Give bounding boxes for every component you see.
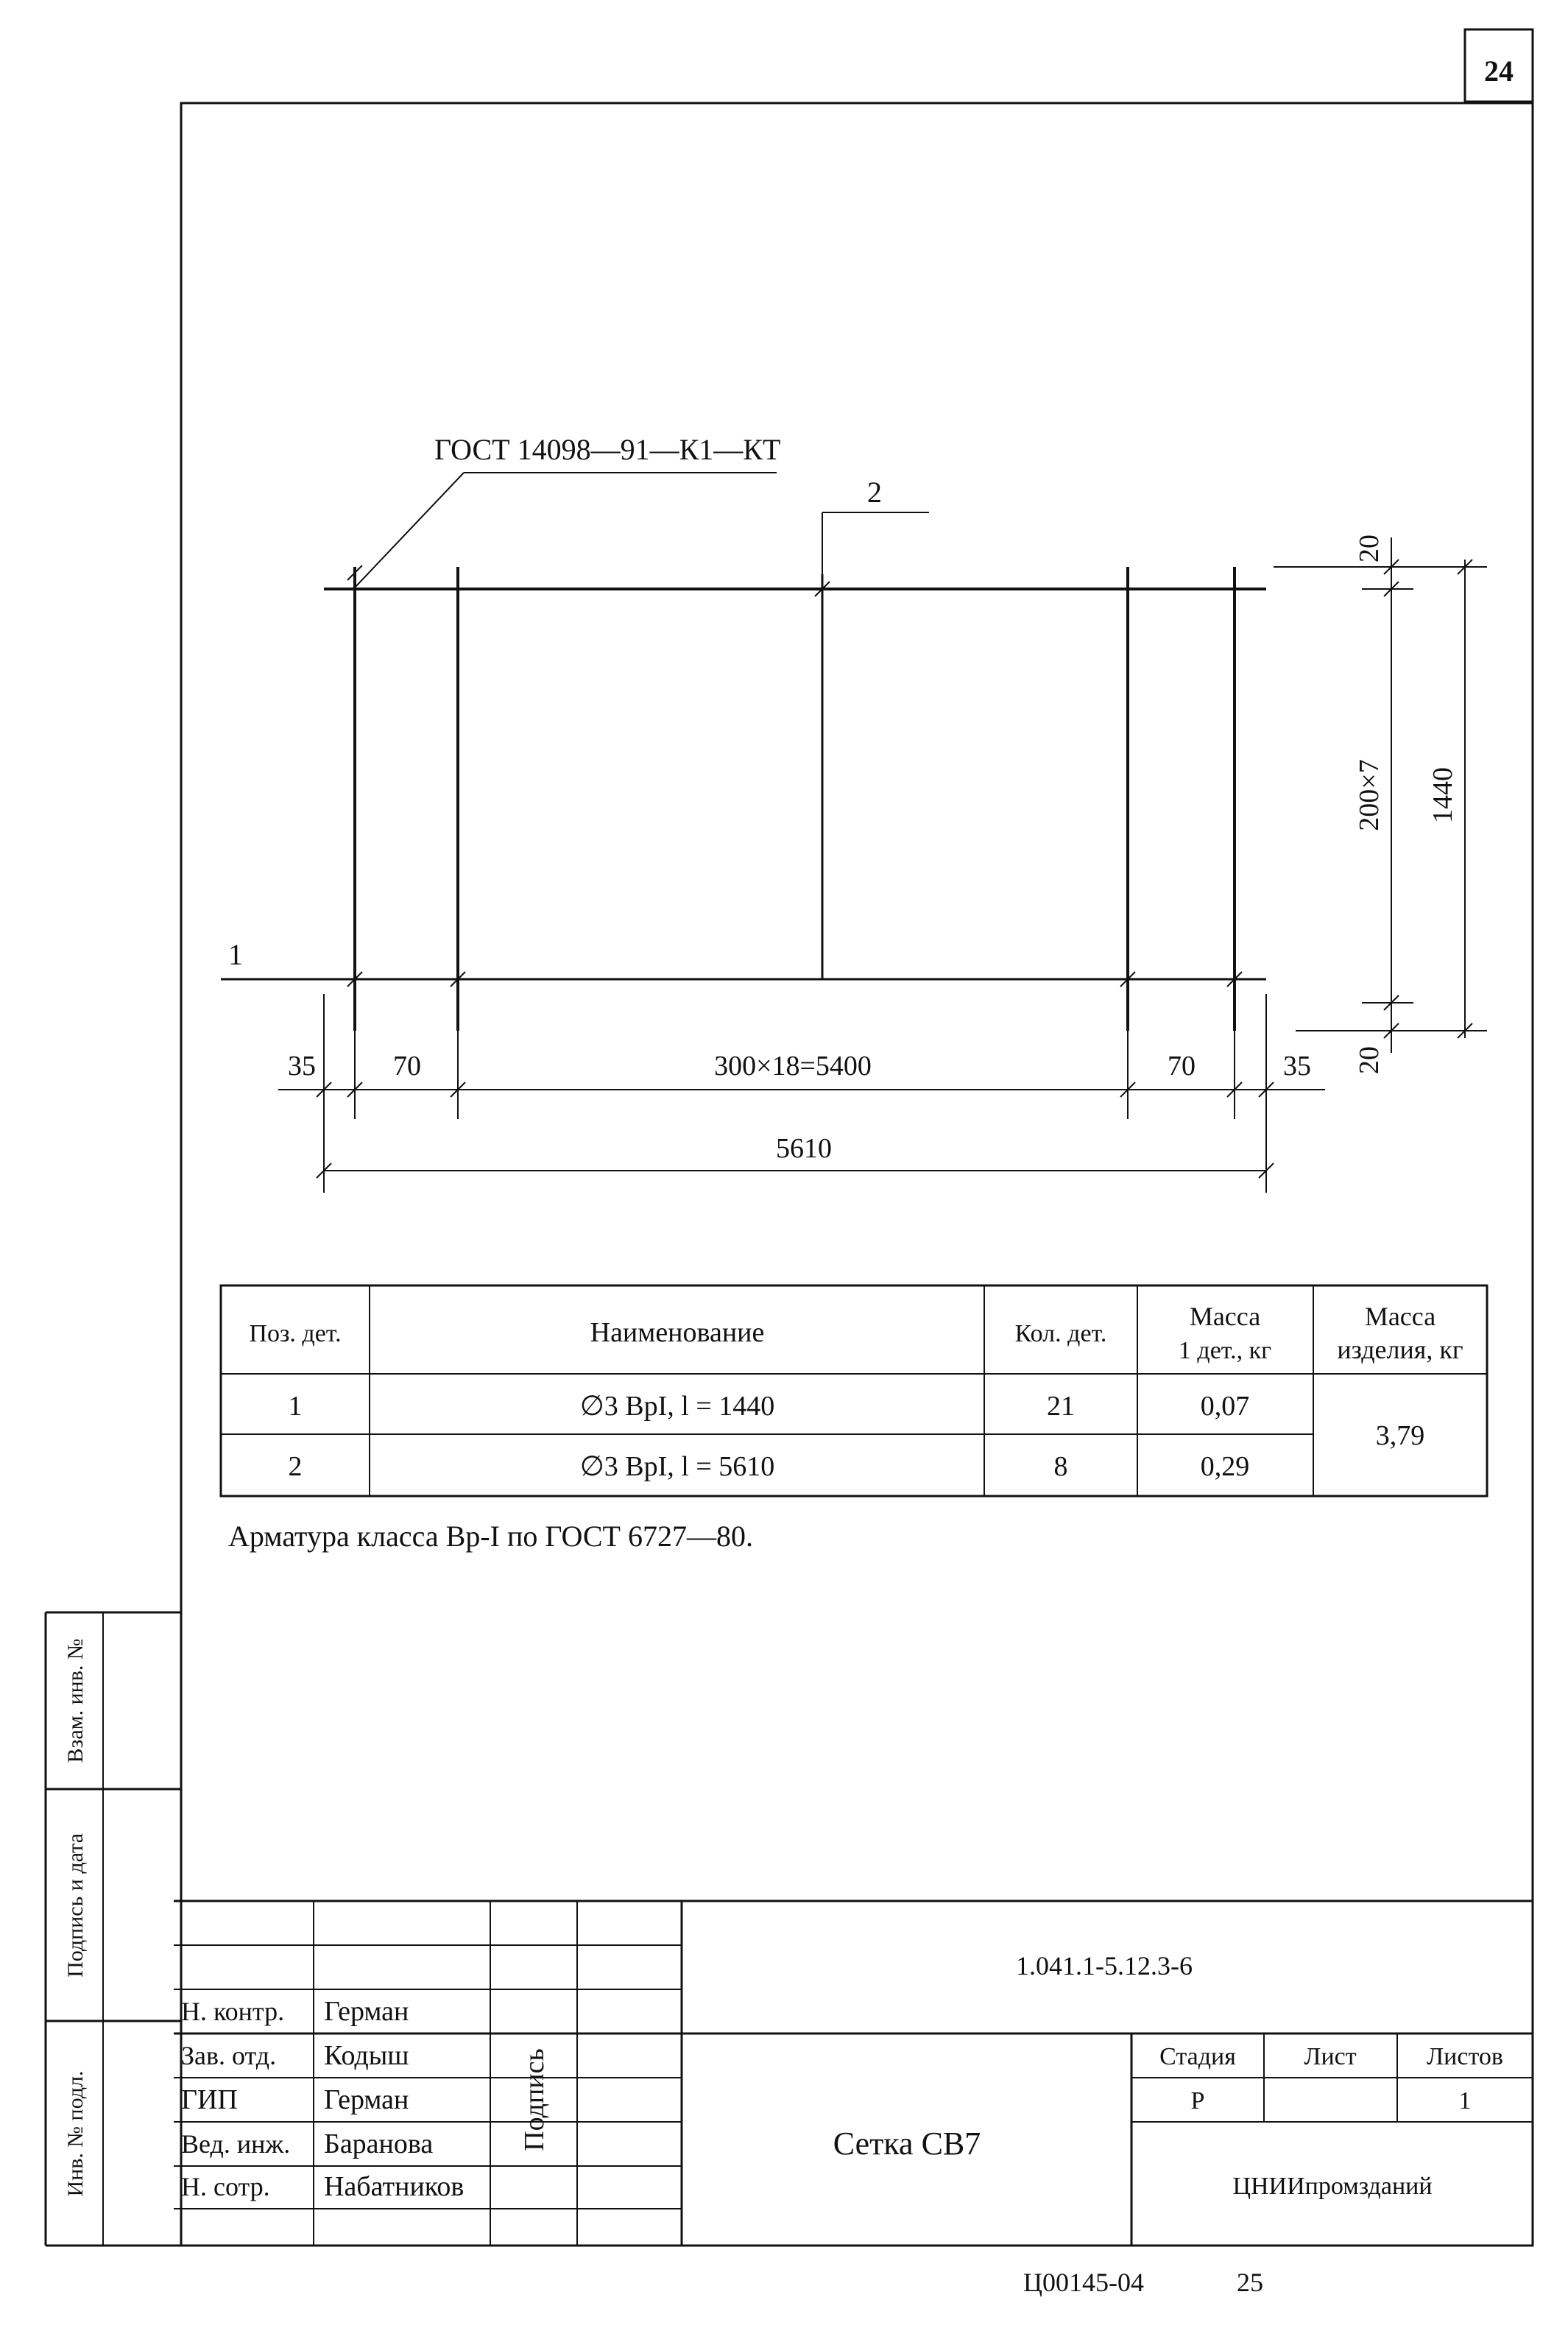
row-1-qty: 21 bbox=[1047, 1391, 1075, 1422]
sheets-label: Листов bbox=[1427, 2043, 1503, 2070]
dim-spacing-vertical: 200×7 bbox=[1354, 759, 1385, 831]
drawing-title: Сетка СВ7 bbox=[833, 2126, 981, 2162]
dim-middle: 300×18=5400 bbox=[714, 1051, 872, 1082]
stage-value: Р bbox=[1190, 2087, 1205, 2114]
margin-label-vzam-inv: Взам. инв. № bbox=[63, 1638, 88, 1763]
role-4: Вед. инж. bbox=[181, 2129, 291, 2159]
role-3: ГИП bbox=[181, 2084, 238, 2115]
row-2-name: ∅3 ВрI, l = 5610 bbox=[579, 1451, 775, 1482]
margin-label-inv-podl: Инв. № подл. bbox=[63, 2070, 88, 2197]
header-pos: Поз. дет. bbox=[249, 1320, 342, 1347]
row-1-mass: 0,07 bbox=[1200, 1391, 1250, 1422]
footer-code: Ц00145-04 bbox=[1023, 2268, 1144, 2297]
total-mass: 3,79 bbox=[1375, 1420, 1425, 1451]
doc-code: 1.041.1-5.12.3-6 bbox=[1016, 1951, 1193, 1980]
role-1: Н. контр. bbox=[181, 1997, 285, 2026]
dim-left-end: 35 bbox=[288, 1051, 316, 1082]
dim-top-edge: 20 bbox=[1354, 535, 1385, 562]
margin-label-podpis-data: Подпись и дата bbox=[63, 1833, 88, 1978]
name-3: Герман bbox=[324, 2084, 409, 2115]
header-qty: Кол. дет. bbox=[1014, 1320, 1107, 1347]
left-margin-strip bbox=[46, 1612, 181, 2246]
name-2: Кодыш bbox=[324, 2040, 409, 2071]
dim-total-length: 5610 bbox=[776, 1133, 832, 1164]
header-mass-total-l1: Масса bbox=[1364, 1302, 1436, 1331]
row-2-qty: 8 bbox=[1053, 1451, 1068, 1482]
dim-right-step: 70 bbox=[1168, 1051, 1196, 1082]
pos-1-label: 1 bbox=[228, 938, 243, 971]
drawing-frame bbox=[181, 103, 1533, 2246]
row-2-pos: 2 bbox=[288, 1451, 303, 1482]
organization: ЦНИИпромзданий bbox=[1232, 2173, 1433, 2200]
sheets-value: 1 bbox=[1458, 2087, 1472, 2114]
signature-header: Подпись bbox=[519, 2048, 550, 2151]
stage-label: Стадия bbox=[1159, 2043, 1236, 2070]
name-5: Набатников bbox=[324, 2171, 465, 2202]
header-mass-one-l1: Масса bbox=[1189, 1302, 1261, 1331]
role-5: Н. сотр. bbox=[181, 2172, 270, 2201]
spec-table bbox=[221, 1285, 1487, 1496]
row-1-pos: 1 bbox=[288, 1391, 303, 1422]
title-block bbox=[174, 1901, 1533, 2246]
header-name: Наименование bbox=[590, 1317, 765, 1348]
name-1: Герман bbox=[324, 1996, 409, 2027]
dim-total-height: 1440 bbox=[1427, 767, 1458, 823]
sheet-number: 24 bbox=[1484, 54, 1514, 88]
sheet-label: Лист bbox=[1304, 2043, 1357, 2070]
sheet-number-box bbox=[1465, 29, 1533, 102]
gost-label: ГОСТ 14098—91—К1—КТ bbox=[434, 433, 781, 466]
name-4: Баранова bbox=[324, 2128, 434, 2159]
pos-2-label: 2 bbox=[867, 476, 882, 509]
dim-left-step: 70 bbox=[393, 1051, 421, 1082]
row-2-mass: 0,29 bbox=[1200, 1451, 1250, 1482]
row-1-name: ∅3 ВрI, l = 1440 bbox=[579, 1391, 775, 1422]
mesh-drawing bbox=[221, 473, 1487, 1193]
dim-bottom-edge: 20 bbox=[1354, 1046, 1385, 1074]
footer-page: 25 bbox=[1237, 2268, 1263, 2297]
header-mass-one-l2: 1 дет., кг bbox=[1178, 1337, 1272, 1364]
note-text: Арматура класса Вр-I по ГОСТ 6727—80. bbox=[228, 1520, 753, 1553]
dim-right-end: 35 bbox=[1283, 1051, 1311, 1082]
role-2: Зав. отд. bbox=[181, 2041, 277, 2070]
header-mass-total-l2: изделия, кг bbox=[1337, 1335, 1463, 1364]
